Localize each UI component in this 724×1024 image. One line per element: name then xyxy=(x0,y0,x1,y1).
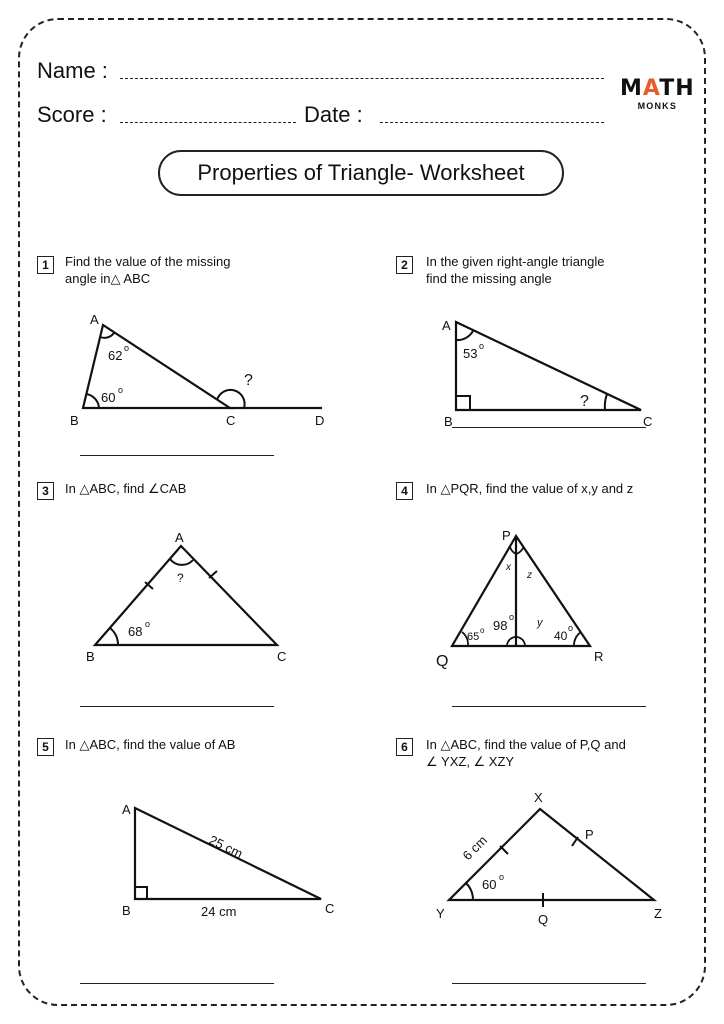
q6-label-q: Q xyxy=(538,912,549,927)
q2-label-a: A xyxy=(442,318,451,333)
question-5-number: 5 xyxy=(37,738,54,756)
q1-label-c: C xyxy=(226,413,236,428)
q1-angle-a-value: 62 xyxy=(108,348,123,363)
score-label: Score : xyxy=(37,102,107,127)
q1-angle-b-value: 60 xyxy=(101,390,116,405)
question-2-number: 2 xyxy=(396,256,413,274)
q5-label-a: A xyxy=(122,802,131,817)
q1-unknown-angle: ? xyxy=(244,372,253,389)
q4-angle-mid-degree: o xyxy=(509,612,515,622)
q3-label-b: B xyxy=(86,649,95,664)
q4-var-x: x xyxy=(506,562,511,573)
question-6-number: 6 xyxy=(396,738,413,756)
q4-label-p: P xyxy=(502,528,511,543)
question-2-line-1: In the given right-angle triangle xyxy=(426,254,605,269)
name-label: Name : xyxy=(37,58,108,83)
q4-var-z: z xyxy=(527,570,532,581)
q2-label-c: C xyxy=(643,414,653,429)
question-5-line-1: In △ABC, find the value of AB xyxy=(65,737,236,752)
question-2-line-2: find the missing angle xyxy=(426,271,552,286)
question-6-answer-line[interactable] xyxy=(452,983,646,984)
question-1-number: 1 xyxy=(37,256,54,274)
q1-angle-a-degree: o xyxy=(124,343,130,353)
question-4-number: 4 xyxy=(396,482,413,500)
q6-angle-y-value: 60 xyxy=(482,877,497,892)
logo-text-m: M xyxy=(620,76,643,101)
q6-label-z: Z xyxy=(654,906,662,921)
q2-angle-a-degree: o xyxy=(479,341,485,351)
question-3-number: 3 xyxy=(37,482,54,500)
q4-angle-r-degree: o xyxy=(568,623,574,633)
question-6-line-1: In △ABC, find the value of P,Q and xyxy=(426,737,626,752)
question-4-line-1: In △PQR, find the value of x,y and z xyxy=(426,481,634,496)
q2-angle-a-value: 53 xyxy=(463,346,478,361)
q5-hypotenuse-length: 25 cm xyxy=(206,832,246,862)
q4-angle-r-value: 40 xyxy=(554,629,568,643)
logo-subtext: MONKS xyxy=(637,101,678,111)
q2-unknown-angle: ? xyxy=(580,393,589,410)
q3-unknown-angle: ? xyxy=(177,571,184,585)
q2-label-b: B xyxy=(444,414,453,429)
question-6-line-2: ∠ YXZ, ∠ XZY xyxy=(426,754,515,769)
q3-label-a: A xyxy=(175,530,184,545)
q1-label-a: A xyxy=(90,312,99,327)
question-1-line-2: angle in△ ABC xyxy=(65,271,151,286)
q4-angle-q-degree: o xyxy=(480,626,485,635)
q1-label-b: B xyxy=(70,413,79,428)
question-3-line-1: In △ABC, find ∠CAB xyxy=(65,481,187,496)
question-1-line-1: Find the value of the missing xyxy=(65,254,231,269)
logo-text-th: TH xyxy=(659,76,695,101)
q6-label-y: Y xyxy=(436,906,445,921)
q1-label-d: D xyxy=(315,413,325,428)
q4-label-q: Q xyxy=(436,653,449,670)
q5-base-length: 24 cm xyxy=(201,904,237,919)
q4-var-y: y xyxy=(537,617,543,629)
q6-side-length: 6 cm xyxy=(459,832,491,864)
q5-label-c: C xyxy=(325,901,335,916)
q6-tick-xy xyxy=(500,846,508,854)
q6-tick-xz xyxy=(572,837,578,846)
q3-label-c: C xyxy=(277,649,287,664)
q6-label-x: X xyxy=(534,790,543,805)
q6-angle-y-degree: o xyxy=(499,872,505,882)
date-label: Date : xyxy=(304,102,363,127)
q5-label-b: B xyxy=(122,903,131,918)
q1-angle-b-degree: o xyxy=(118,385,124,395)
q6-triangle xyxy=(449,809,654,900)
q6-angle-y-arc xyxy=(466,883,473,900)
logo-text-a: A xyxy=(642,76,660,101)
q3-angle-b-degree: o xyxy=(145,619,151,629)
q4-angle-mid-value: 98 xyxy=(493,618,508,633)
worksheet-title-text: Properties of Triangle- Worksheet xyxy=(197,160,525,185)
q3-angle-b-value: 68 xyxy=(128,624,143,639)
q4-label-r: R xyxy=(594,649,604,664)
q6-label-p: P xyxy=(585,827,594,842)
q4-angle-q-value: 65 xyxy=(467,631,480,643)
